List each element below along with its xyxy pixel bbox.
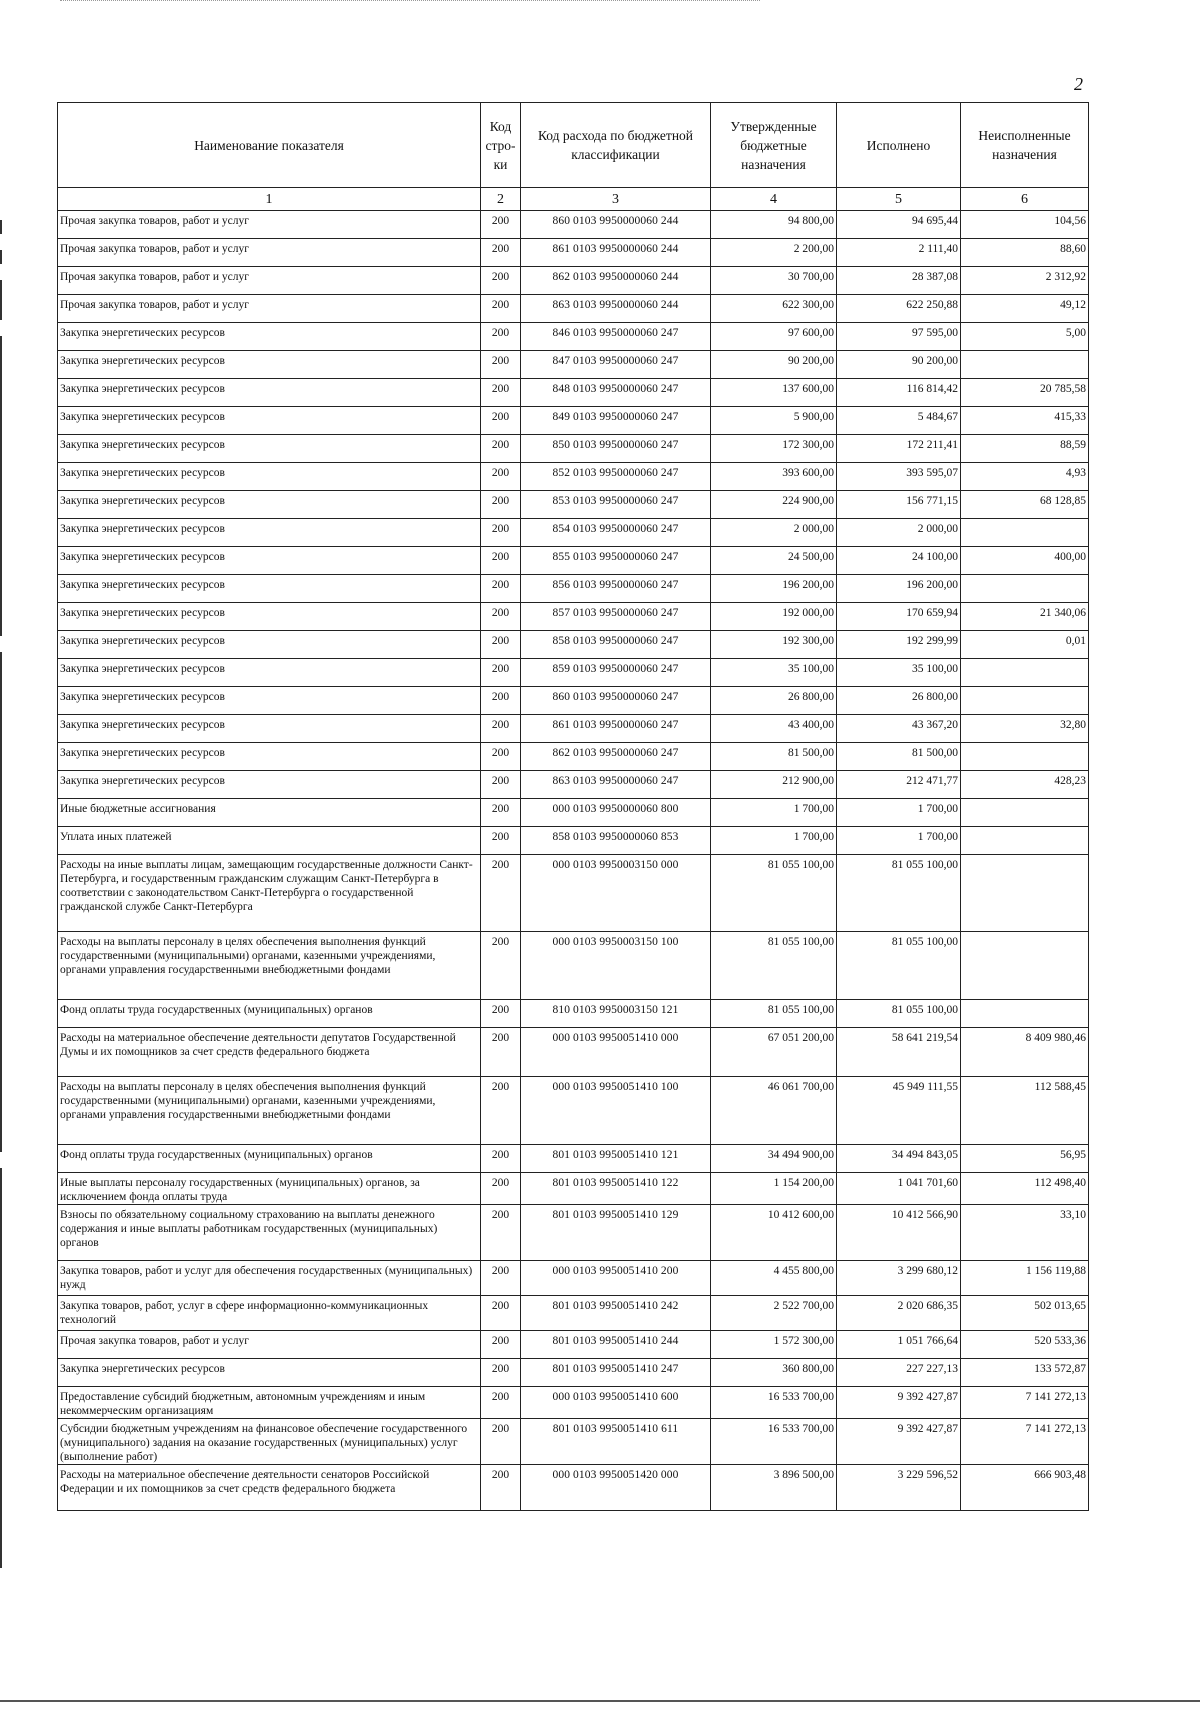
table-row: [58, 1000, 1089, 1028]
row-executed-amount: 81 500,00: [837, 743, 961, 771]
table-row: [58, 463, 1089, 491]
table-row: [58, 687, 1089, 715]
row-line-code: 200: [481, 1331, 521, 1359]
table-row: [58, 1419, 1089, 1465]
row-approved-amount: 81 055 100,00: [711, 932, 837, 1000]
row-line-code: 200: [481, 932, 521, 1000]
header-executed: Исполнено: [837, 103, 961, 188]
row-expense-code: 850 0103 9950000060 247: [521, 435, 711, 463]
row-line-code: 200: [481, 1205, 521, 1261]
row-unexecuted-amount: 20 785,58: [961, 379, 1089, 407]
row-line-code: 200: [481, 1296, 521, 1331]
table-row: [58, 631, 1089, 659]
page-number: 2: [1074, 74, 1083, 94]
row-expense-code: 801 0103 9950051410 244: [521, 1331, 711, 1359]
row-approved-amount: 5 900,00: [711, 407, 837, 435]
row-name: Закупка энергетических ресурсов: [58, 463, 481, 491]
row-expense-code: 856 0103 9950000060 247: [521, 575, 711, 603]
row-approved-amount: 24 500,00: [711, 547, 837, 575]
row-name: Закупка энергетических ресурсов: [58, 1359, 481, 1387]
row-unexecuted-amount: [961, 687, 1089, 715]
row-executed-amount: 81 055 100,00: [837, 932, 961, 1000]
table-row: [58, 1261, 1089, 1296]
row-executed-amount: 1 700,00: [837, 799, 961, 827]
row-unexecuted-amount: [961, 827, 1089, 855]
row-line-code: 200: [481, 743, 521, 771]
table-row: [58, 771, 1089, 799]
row-name: Расходы на выплаты персоналу в целях обеспечения выполнения функций государственными (муниципальными) органами, казенными учреждениями, органами управления государственными внебюджетными фондами: [58, 1077, 481, 1145]
column-number: 5: [837, 188, 961, 211]
row-unexecuted-amount: 56,95: [961, 1145, 1089, 1173]
row-line-code: 200: [481, 407, 521, 435]
row-expense-code: 000 0103 9950000060 800: [521, 799, 711, 827]
row-approved-amount: 393 600,00: [711, 463, 837, 491]
row-name: Расходы на материальное обеспечение деятельности сенаторов Российской Федерации и их помощников за счет средств федерального бюджета: [58, 1465, 481, 1511]
row-executed-amount: 192 299,99: [837, 631, 961, 659]
table-row: [58, 932, 1089, 1000]
row-executed-amount: 227 227,13: [837, 1359, 961, 1387]
row-line-code: 200: [481, 435, 521, 463]
table-row: [58, 603, 1089, 631]
row-line-code: 200: [481, 1028, 521, 1077]
row-unexecuted-amount: 2 312,92: [961, 267, 1089, 295]
table-row: [58, 799, 1089, 827]
row-expense-code: 847 0103 9950000060 247: [521, 351, 711, 379]
table-row: [58, 379, 1089, 407]
row-line-code: 200: [481, 1173, 521, 1205]
row-expense-code: 854 0103 9950000060 247: [521, 519, 711, 547]
row-line-code: 200: [481, 827, 521, 855]
row-executed-amount: 81 055 100,00: [837, 855, 961, 932]
row-name: Расходы на иные выплаты лицам, замещающим государственные должности Санкт-Петербурга, и государственным гражданским служащим Санкт-Петербурга в соответствии с законодательством Санкт-Петербурга о государственной гражданской службе Санкт-Петербурга: [58, 855, 481, 932]
row-line-code: 200: [481, 351, 521, 379]
row-line-code: 200: [481, 519, 521, 547]
row-approved-amount: 34 494 900,00: [711, 1145, 837, 1173]
row-approved-amount: 1 700,00: [711, 799, 837, 827]
row-unexecuted-amount: 400,00: [961, 547, 1089, 575]
row-expense-code: 859 0103 9950000060 247: [521, 659, 711, 687]
row-expense-code: 861 0103 9950000060 247: [521, 715, 711, 743]
row-unexecuted-amount: 428,23: [961, 771, 1089, 799]
row-unexecuted-amount: 88,60: [961, 239, 1089, 267]
row-approved-amount: 94 800,00: [711, 211, 837, 239]
row-approved-amount: 90 200,00: [711, 351, 837, 379]
row-approved-amount: 212 900,00: [711, 771, 837, 799]
row-name: Уплата иных платежей: [58, 827, 481, 855]
row-approved-amount: 2 000,00: [711, 519, 837, 547]
row-approved-amount: 67 051 200,00: [711, 1028, 837, 1077]
row-line-code: 200: [481, 659, 521, 687]
row-line-code: 200: [481, 603, 521, 631]
row-approved-amount: 81 500,00: [711, 743, 837, 771]
row-expense-code: 861 0103 9950000060 244: [521, 239, 711, 267]
row-unexecuted-amount: 88,59: [961, 435, 1089, 463]
table-row: [58, 351, 1089, 379]
row-line-code: 200: [481, 715, 521, 743]
row-expense-code: 000 0103 9950051420 000: [521, 1465, 711, 1511]
row-expense-code: 857 0103 9950000060 247: [521, 603, 711, 631]
row-executed-amount: 196 200,00: [837, 575, 961, 603]
row-executed-amount: 393 595,07: [837, 463, 961, 491]
row-expense-code: 862 0103 9950000060 247: [521, 743, 711, 771]
row-executed-amount: 9 392 427,87: [837, 1387, 961, 1419]
row-name: Закупка энергетических ресурсов: [58, 379, 481, 407]
table-row: [58, 855, 1089, 932]
row-name: Закупка энергетических ресурсов: [58, 351, 481, 379]
row-unexecuted-amount: 68 128,85: [961, 491, 1089, 519]
row-approved-amount: 10 412 600,00: [711, 1205, 837, 1261]
row-name: Закупка энергетических ресурсов: [58, 743, 481, 771]
row-executed-amount: 3 229 596,52: [837, 1465, 961, 1511]
row-approved-amount: 30 700,00: [711, 267, 837, 295]
row-unexecuted-amount: 666 903,48: [961, 1465, 1089, 1511]
table-row: [58, 211, 1089, 239]
row-unexecuted-amount: 8 409 980,46: [961, 1028, 1089, 1077]
row-unexecuted-amount: [961, 932, 1089, 1000]
row-expense-code: 860 0103 9950000060 244: [521, 211, 711, 239]
table-row: [58, 435, 1089, 463]
row-line-code: 200: [481, 491, 521, 519]
row-unexecuted-amount: 4,93: [961, 463, 1089, 491]
row-unexecuted-amount: 112 498,40: [961, 1173, 1089, 1205]
row-executed-amount: 2 000,00: [837, 519, 961, 547]
row-line-code: 200: [481, 211, 521, 239]
column-number: 4: [711, 188, 837, 211]
row-approved-amount: 35 100,00: [711, 659, 837, 687]
row-executed-amount: 28 387,08: [837, 267, 961, 295]
row-executed-amount: 212 471,77: [837, 771, 961, 799]
row-expense-code: 846 0103 9950000060 247: [521, 323, 711, 351]
table-row: [58, 1359, 1089, 1387]
row-unexecuted-amount: 0,01: [961, 631, 1089, 659]
row-approved-amount: 192 300,00: [711, 631, 837, 659]
row-line-code: 200: [481, 855, 521, 932]
row-executed-amount: 90 200,00: [837, 351, 961, 379]
row-approved-amount: 192 000,00: [711, 603, 837, 631]
row-line-code: 200: [481, 1387, 521, 1419]
row-expense-code: 810 0103 9950003150 121: [521, 1000, 711, 1028]
row-name: Прочая закупка товаров, работ и услуг: [58, 267, 481, 295]
row-executed-amount: 35 100,00: [837, 659, 961, 687]
row-name: Фонд оплаты труда государственных (муниципальных) органов: [58, 1145, 481, 1173]
scan-artifact-top: [60, 0, 760, 3]
column-number: 3: [521, 188, 711, 211]
row-expense-code: 863 0103 9950000060 247: [521, 771, 711, 799]
row-approved-amount: 46 061 700,00: [711, 1077, 837, 1145]
row-unexecuted-amount: 33,10: [961, 1205, 1089, 1261]
row-expense-code: 860 0103 9950000060 247: [521, 687, 711, 715]
row-unexecuted-amount: 32,80: [961, 715, 1089, 743]
row-name: Прочая закупка товаров, работ и услуг: [58, 239, 481, 267]
row-expense-code: 000 0103 9950003150 000: [521, 855, 711, 932]
row-approved-amount: 1 154 200,00: [711, 1173, 837, 1205]
column-number: 2: [481, 188, 521, 211]
row-unexecuted-amount: [961, 855, 1089, 932]
column-number: 1: [58, 188, 481, 211]
row-expense-code: 801 0103 9950051410 129: [521, 1205, 711, 1261]
row-unexecuted-amount: 112 588,45: [961, 1077, 1089, 1145]
row-unexecuted-amount: 49,12: [961, 295, 1089, 323]
row-unexecuted-amount: 415,33: [961, 407, 1089, 435]
row-unexecuted-amount: 133 572,87: [961, 1359, 1089, 1387]
row-executed-amount: 94 695,44: [837, 211, 961, 239]
table-row: [58, 1205, 1089, 1261]
row-expense-code: 000 0103 9950051410 100: [521, 1077, 711, 1145]
row-name: Закупка энергетических ресурсов: [58, 519, 481, 547]
row-line-code: 200: [481, 323, 521, 351]
row-executed-amount: 1 700,00: [837, 827, 961, 855]
row-line-code: 200: [481, 687, 521, 715]
row-unexecuted-amount: 104,56: [961, 211, 1089, 239]
row-executed-amount: 24 100,00: [837, 547, 961, 575]
row-executed-amount: 1 041 701,60: [837, 1173, 961, 1205]
left-scan-marks: [0, 220, 3, 1584]
row-approved-amount: 1 700,00: [711, 827, 837, 855]
row-expense-code: 000 0103 9950051410 600: [521, 1387, 711, 1419]
table-row: [58, 1145, 1089, 1173]
row-line-code: 200: [481, 1465, 521, 1511]
column-number: 6: [961, 188, 1089, 211]
row-executed-amount: 43 367,20: [837, 715, 961, 743]
row-executed-amount: 58 641 219,54: [837, 1028, 961, 1077]
table-row: [58, 519, 1089, 547]
row-expense-code: 849 0103 9950000060 247: [521, 407, 711, 435]
row-expense-code: 000 0103 9950051410 200: [521, 1261, 711, 1296]
row-line-code: 200: [481, 1145, 521, 1173]
row-name: Фонд оплаты труда государственных (муниципальных) органов: [58, 1000, 481, 1028]
row-expense-code: 852 0103 9950000060 247: [521, 463, 711, 491]
row-name: Расходы на выплаты персоналу в целях обеспечения выполнения функций государственными (муниципальными) органами, казенными учреждениями, органами управления государственными внебюджетными фондами: [58, 932, 481, 1000]
row-executed-amount: 2 020 686,35: [837, 1296, 961, 1331]
row-executed-amount: 172 211,41: [837, 435, 961, 463]
row-unexecuted-amount: [961, 519, 1089, 547]
row-approved-amount: 81 055 100,00: [711, 855, 837, 932]
row-expense-code: 862 0103 9950000060 244: [521, 267, 711, 295]
row-executed-amount: 1 051 766,64: [837, 1331, 961, 1359]
row-expense-code: 853 0103 9950000060 247: [521, 491, 711, 519]
row-name: Предоставление субсидий бюджетным, автономным учреждениям и иным некоммерческим организациям: [58, 1387, 481, 1419]
table-row: [58, 295, 1089, 323]
row-line-code: 200: [481, 295, 521, 323]
row-executed-amount: 26 800,00: [837, 687, 961, 715]
row-approved-amount: 16 533 700,00: [711, 1419, 837, 1465]
row-unexecuted-amount: 5,00: [961, 323, 1089, 351]
table-row: [58, 267, 1089, 295]
row-unexecuted-amount: [961, 659, 1089, 687]
row-name: Субсидии бюджетным учреждениям на финансовое обеспечение государственного (муниципального) задания на оказание государственных (муниципальных) услуг (выполнение работ): [58, 1419, 481, 1465]
row-executed-amount: 9 392 427,87: [837, 1419, 961, 1465]
table-row: [58, 827, 1089, 855]
row-approved-amount: 26 800,00: [711, 687, 837, 715]
table-row: [58, 239, 1089, 267]
row-approved-amount: 172 300,00: [711, 435, 837, 463]
table-row: [58, 1173, 1089, 1205]
row-name: Закупка энергетических ресурсов: [58, 771, 481, 799]
row-unexecuted-amount: 21 340,06: [961, 603, 1089, 631]
row-expense-code: 000 0103 9950003150 100: [521, 932, 711, 1000]
header-line-code: Код стро-ки: [481, 103, 521, 188]
row-name: Иные выплаты персоналу государственных (муниципальных) органов, за исключением фонда оплаты труда: [58, 1173, 481, 1205]
row-line-code: 200: [481, 463, 521, 491]
row-approved-amount: 2 200,00: [711, 239, 837, 267]
row-executed-amount: 34 494 843,05: [837, 1145, 961, 1173]
row-unexecuted-amount: 7 141 272,13: [961, 1387, 1089, 1419]
row-name: Расходы на материальное обеспечение деятельности депутатов Государственной Думы и их помощников за счет средств федерального бюджета: [58, 1028, 481, 1077]
budget-execution-table: [57, 102, 1089, 1511]
row-line-code: 200: [481, 1000, 521, 1028]
row-approved-amount: 16 533 700,00: [711, 1387, 837, 1419]
table-row: [58, 407, 1089, 435]
row-unexecuted-amount: 1 156 119,88: [961, 1261, 1089, 1296]
row-line-code: 200: [481, 631, 521, 659]
row-line-code: 200: [481, 547, 521, 575]
table-row: [58, 575, 1089, 603]
row-line-code: 200: [481, 239, 521, 267]
row-executed-amount: 170 659,94: [837, 603, 961, 631]
header-expense-code: Код расхода по бюджетной классификации: [521, 103, 711, 188]
table-row: [58, 491, 1089, 519]
table-row: [58, 1331, 1089, 1359]
row-name: Закупка энергетических ресурсов: [58, 687, 481, 715]
row-expense-code: 801 0103 9950051410 242: [521, 1296, 711, 1331]
row-approved-amount: 622 300,00: [711, 295, 837, 323]
table-row: [58, 1077, 1089, 1145]
row-executed-amount: 622 250,88: [837, 295, 961, 323]
table-row: [58, 323, 1089, 351]
row-line-code: 200: [481, 267, 521, 295]
table-row: [58, 659, 1089, 687]
row-expense-code: 848 0103 9950000060 247: [521, 379, 711, 407]
row-unexecuted-amount: [961, 799, 1089, 827]
row-line-code: 200: [481, 379, 521, 407]
row-name: Прочая закупка товаров, работ и услуг: [58, 295, 481, 323]
row-executed-amount: 2 111,40: [837, 239, 961, 267]
row-executed-amount: 81 055 100,00: [837, 1000, 961, 1028]
table-row: [58, 1028, 1089, 1077]
row-executed-amount: 3 299 680,12: [837, 1261, 961, 1296]
row-name: Закупка товаров, работ, услуг в сфере информационно-коммуникационных технологий: [58, 1296, 481, 1331]
row-line-code: 200: [481, 1419, 521, 1465]
bottom-scan-edge: [0, 1700, 1200, 1702]
row-executed-amount: 45 949 111,55: [837, 1077, 961, 1145]
row-expense-code: 801 0103 9950051410 122: [521, 1173, 711, 1205]
row-executed-amount: 156 771,15: [837, 491, 961, 519]
header-unexecuted: Неисполненные назначения: [961, 103, 1089, 188]
row-line-code: 200: [481, 575, 521, 603]
row-approved-amount: 3 896 500,00: [711, 1465, 837, 1511]
row-approved-amount: 137 600,00: [711, 379, 837, 407]
header-name: Наименование показателя: [58, 103, 481, 188]
row-expense-code: 863 0103 9950000060 244: [521, 295, 711, 323]
row-name: Закупка энергетических ресурсов: [58, 715, 481, 743]
table-row: [58, 715, 1089, 743]
row-approved-amount: 196 200,00: [711, 575, 837, 603]
row-approved-amount: 224 900,00: [711, 491, 837, 519]
row-name: Прочая закупка товаров, работ и услуг: [58, 211, 481, 239]
row-line-code: 200: [481, 799, 521, 827]
row-unexecuted-amount: [961, 351, 1089, 379]
row-line-code: 200: [481, 1077, 521, 1145]
table-body: [58, 211, 1089, 1511]
row-name: Закупка энергетических ресурсов: [58, 407, 481, 435]
row-expense-code: 855 0103 9950000060 247: [521, 547, 711, 575]
row-name: Закупка энергетических ресурсов: [58, 603, 481, 631]
table-header-row: [58, 103, 1089, 188]
row-name: Закупка энергетических ресурсов: [58, 547, 481, 575]
row-executed-amount: 97 595,00: [837, 323, 961, 351]
row-unexecuted-amount: 520 533,36: [961, 1331, 1089, 1359]
table-row: [58, 547, 1089, 575]
row-executed-amount: 10 412 566,90: [837, 1205, 961, 1261]
row-line-code: 200: [481, 771, 521, 799]
row-line-code: 200: [481, 1261, 521, 1296]
row-expense-code: 000 0103 9950051410 000: [521, 1028, 711, 1077]
row-unexecuted-amount: 502 013,65: [961, 1296, 1089, 1331]
row-executed-amount: 5 484,67: [837, 407, 961, 435]
row-unexecuted-amount: [961, 575, 1089, 603]
row-name: Иные бюджетные ассигнования: [58, 799, 481, 827]
row-approved-amount: 81 055 100,00: [711, 1000, 837, 1028]
header-approved: Утвержденные бюджетные назначения: [711, 103, 837, 188]
row-line-code: 200: [481, 1359, 521, 1387]
row-unexecuted-amount: [961, 1000, 1089, 1028]
table-row: [58, 743, 1089, 771]
row-name: Закупка товаров, работ и услуг для обеспечения государственных (муниципальных) нужд: [58, 1261, 481, 1296]
row-executed-amount: 116 814,42: [837, 379, 961, 407]
row-approved-amount: 97 600,00: [711, 323, 837, 351]
row-name: Взносы по обязательному социальному страхованию на выплаты денежного содержания и иные выплаты работникам государственных (муниципальных) органов: [58, 1205, 481, 1261]
row-approved-amount: 4 455 800,00: [711, 1261, 837, 1296]
row-name: Закупка энергетических ресурсов: [58, 491, 481, 519]
row-name: Закупка энергетических ресурсов: [58, 323, 481, 351]
row-approved-amount: 2 522 700,00: [711, 1296, 837, 1331]
column-numbers-row: [58, 188, 1089, 211]
row-expense-code: 858 0103 9950000060 247: [521, 631, 711, 659]
row-approved-amount: 43 400,00: [711, 715, 837, 743]
row-expense-code: 801 0103 9950051410 247: [521, 1359, 711, 1387]
table-row: [58, 1387, 1089, 1419]
row-name: Закупка энергетических ресурсов: [58, 435, 481, 463]
row-approved-amount: 360 800,00: [711, 1359, 837, 1387]
row-name: Закупка энергетических ресурсов: [58, 659, 481, 687]
row-name: Закупка энергетических ресурсов: [58, 631, 481, 659]
row-name: Закупка энергетических ресурсов: [58, 575, 481, 603]
row-expense-code: 801 0103 9950051410 611: [521, 1419, 711, 1465]
row-name: Прочая закупка товаров, работ и услуг: [58, 1331, 481, 1359]
row-expense-code: 858 0103 9950000060 853: [521, 827, 711, 855]
table-row: [58, 1465, 1089, 1511]
row-unexecuted-amount: 7 141 272,13: [961, 1419, 1089, 1465]
row-unexecuted-amount: [961, 743, 1089, 771]
table-row: [58, 1296, 1089, 1331]
row-expense-code: 801 0103 9950051410 121: [521, 1145, 711, 1173]
row-approved-amount: 1 572 300,00: [711, 1331, 837, 1359]
